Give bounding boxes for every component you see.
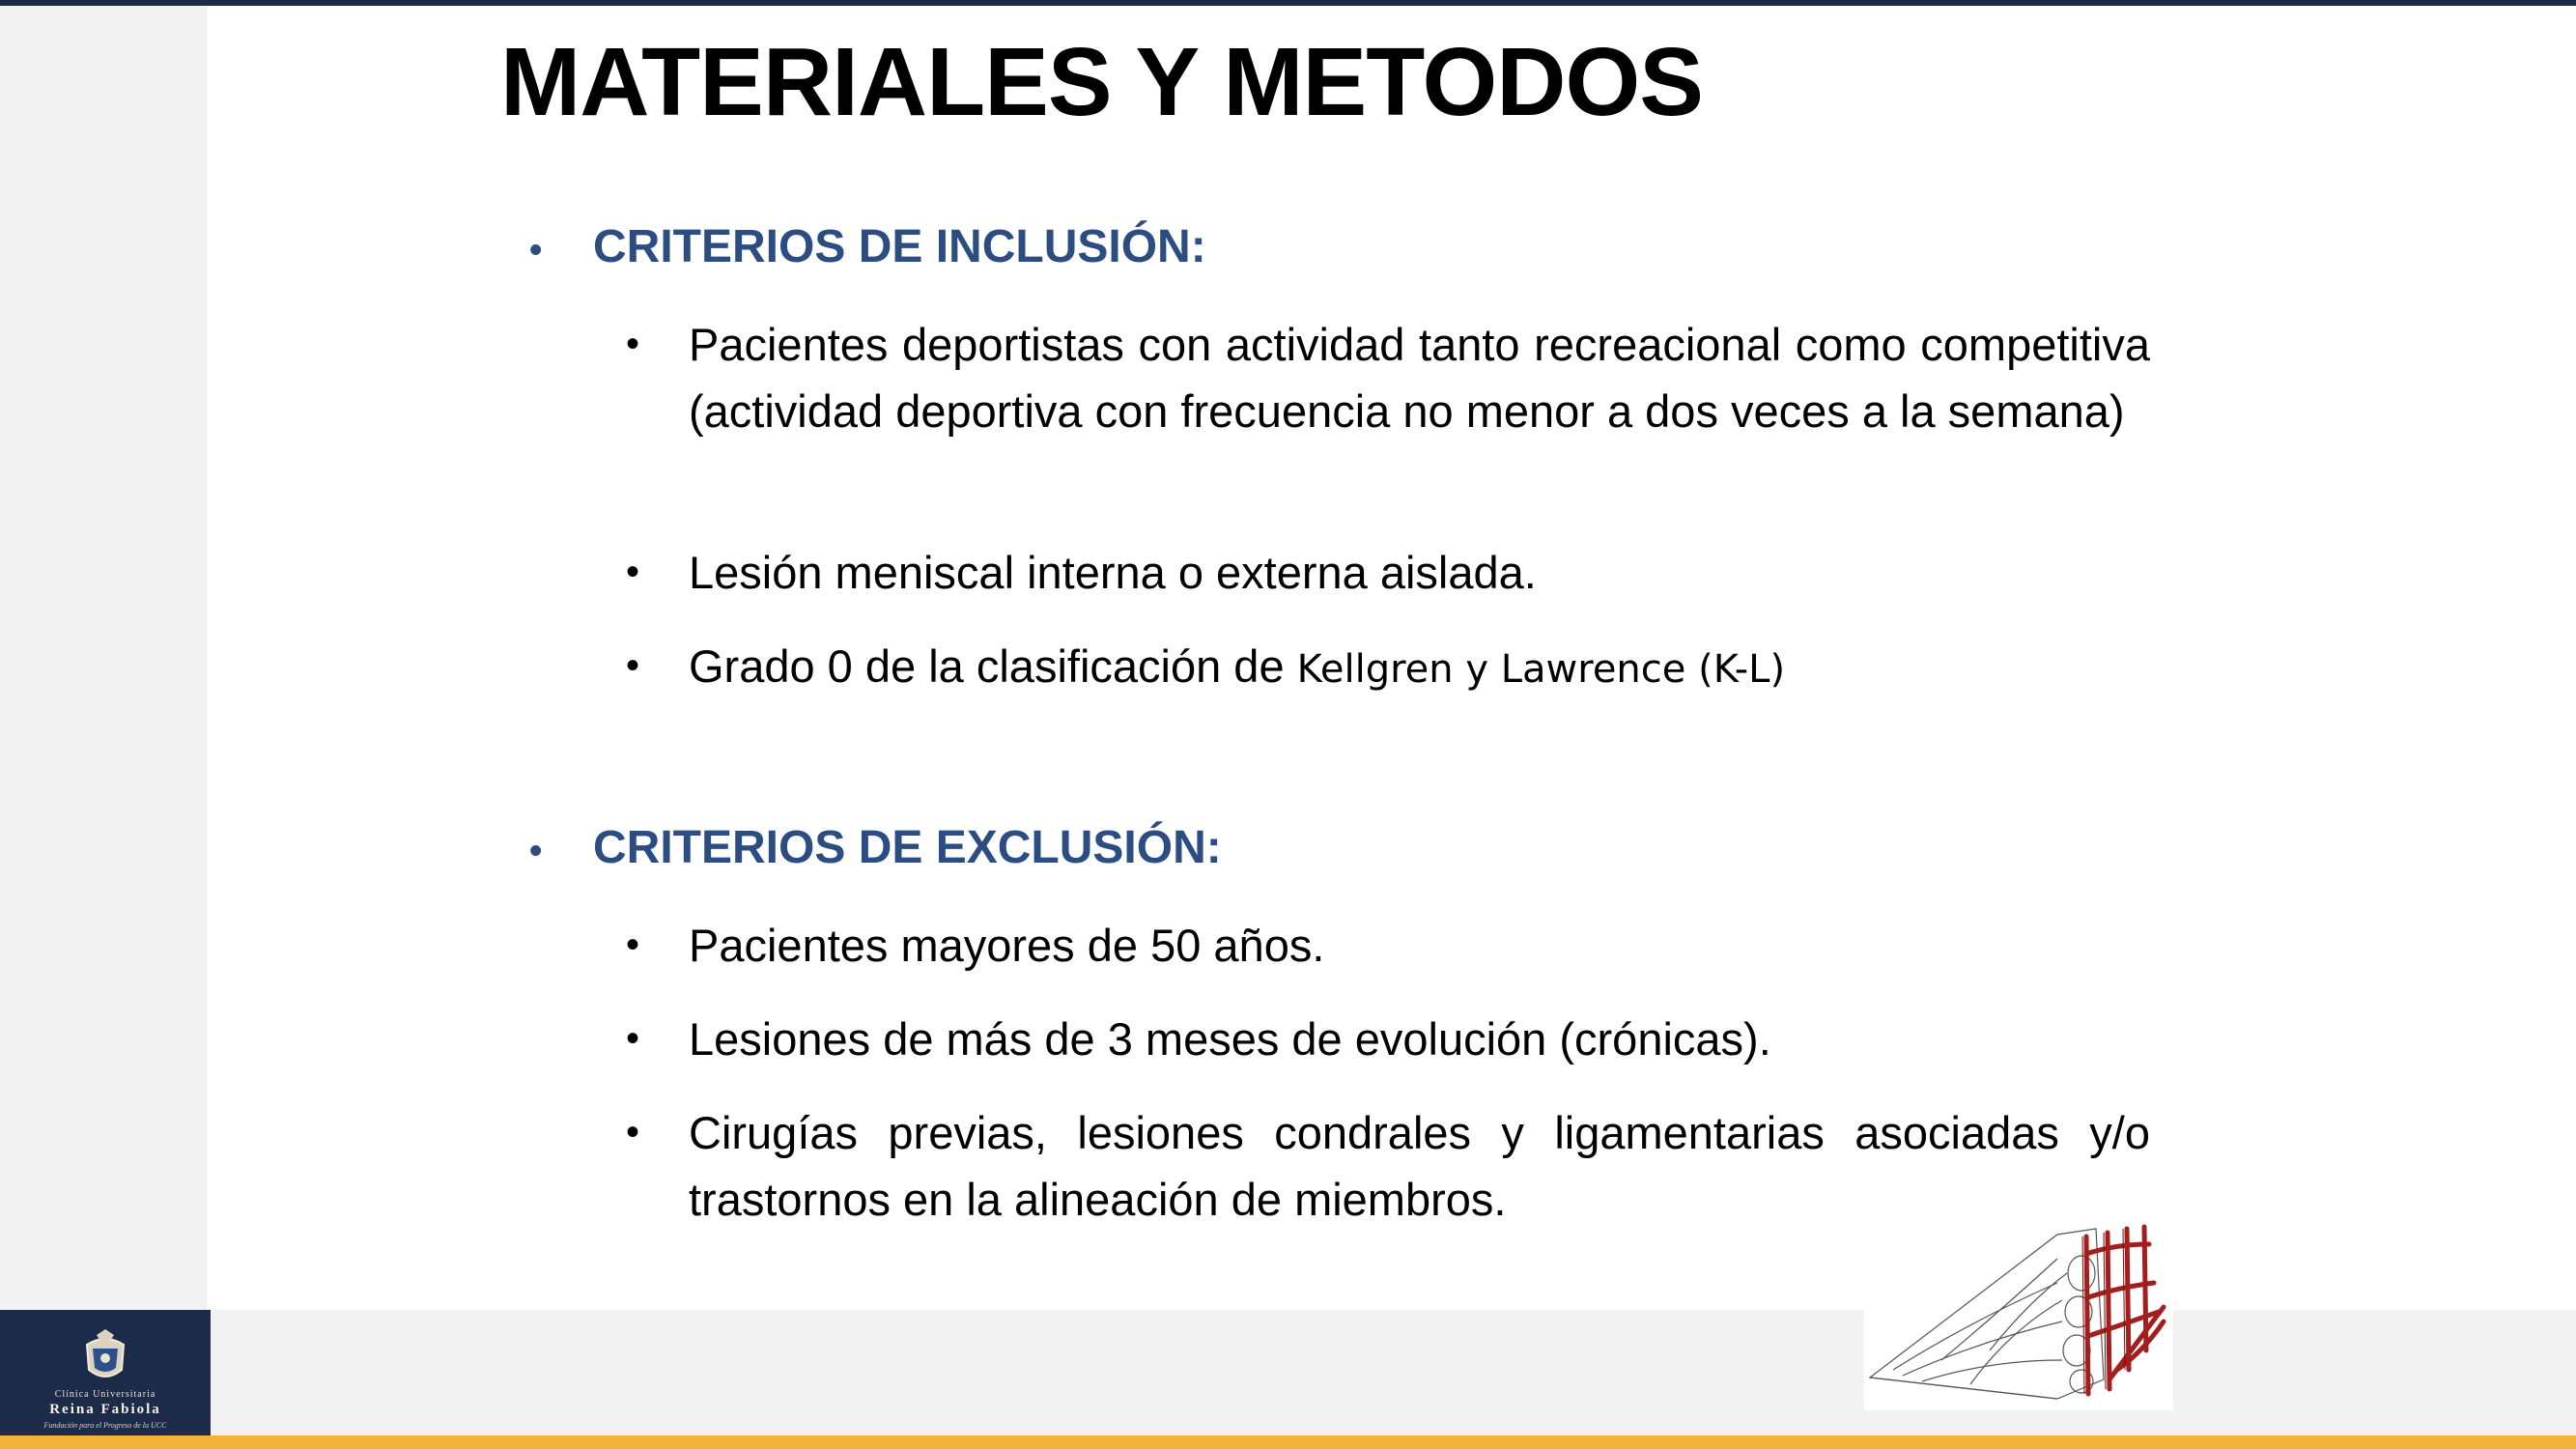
bullet: •: [626, 923, 640, 966]
logo-line-3: Fundación para el Progreso de la UCC: [43, 1421, 167, 1430]
bullet: •: [529, 230, 543, 270]
logo-line-1: Clínica Universitaria: [54, 1389, 156, 1400]
inclusion-item-2-text: Lesión meniscal interna o externa aislada.: [689, 547, 1537, 598]
inclusion-item-3-prefix: Grado 0 de la clasificación de: [689, 640, 1297, 692]
slide-title: MATERIALES Y METODOS: [500, 28, 1703, 136]
bullet: •: [529, 831, 543, 871]
left-margin-band: [0, 6, 208, 1312]
inclusion-item-1: [626, 311, 2150, 444]
inclusion-heading-text: CRITERIOS DE INCLUSIÓN:: [593, 221, 1206, 272]
exclusion-item-2: [626, 1006, 2150, 1072]
exclusion-item-3-text: Cirugías previas, lesiones condrales y ligamentarias asociadas y/o trastornos en la alineación de miembros.: [689, 1107, 2150, 1225]
inclusion-item-3-text: [689, 633, 2150, 703]
exclusion-heading: [529, 821, 1222, 874]
inclusion-item-2: [626, 539, 2150, 606]
exclusion-heading-text: CRITERIOS DE EXCLUSIÓN:: [593, 822, 1222, 873]
bullet: •: [626, 644, 640, 687]
bullet: •: [626, 551, 640, 593]
crest-icon: [75, 1327, 135, 1385]
exclusion-item-1: [626, 912, 2150, 979]
clinic-logo: [0, 1310, 211, 1435]
inclusion-item-3: [626, 633, 2150, 703]
exclusion-item-1-text: Pacientes mayores de 50 años.: [689, 920, 1325, 971]
meniscus-illustration: [1864, 1215, 2173, 1410]
exclusion-item-2-text: Lesiones de más de 3 meses de evolución (crónicas).: [689, 1013, 1771, 1065]
footer-accent-bar: [0, 1435, 2576, 1449]
inclusion-item-3-suffix: Kellgren y Lawrence (K-L): [1296, 647, 1786, 692]
top-rule: [0, 0, 2576, 6]
footer-band: [0, 1310, 2576, 1435]
inclusion-heading: [529, 220, 1206, 273]
bullet: •: [626, 1111, 640, 1153]
bullet: •: [626, 1017, 640, 1060]
exclusion-item-3: [626, 1099, 2150, 1233]
bullet: •: [626, 323, 640, 365]
logo-line-2: Reina Fabiola: [49, 1402, 161, 1417]
inclusion-item-1-text: Pacientes deportistas con actividad tanto recreacional como competitiva (actividad deportiva con frecuencia no menor a dos veces a la semana): [689, 319, 2150, 437]
